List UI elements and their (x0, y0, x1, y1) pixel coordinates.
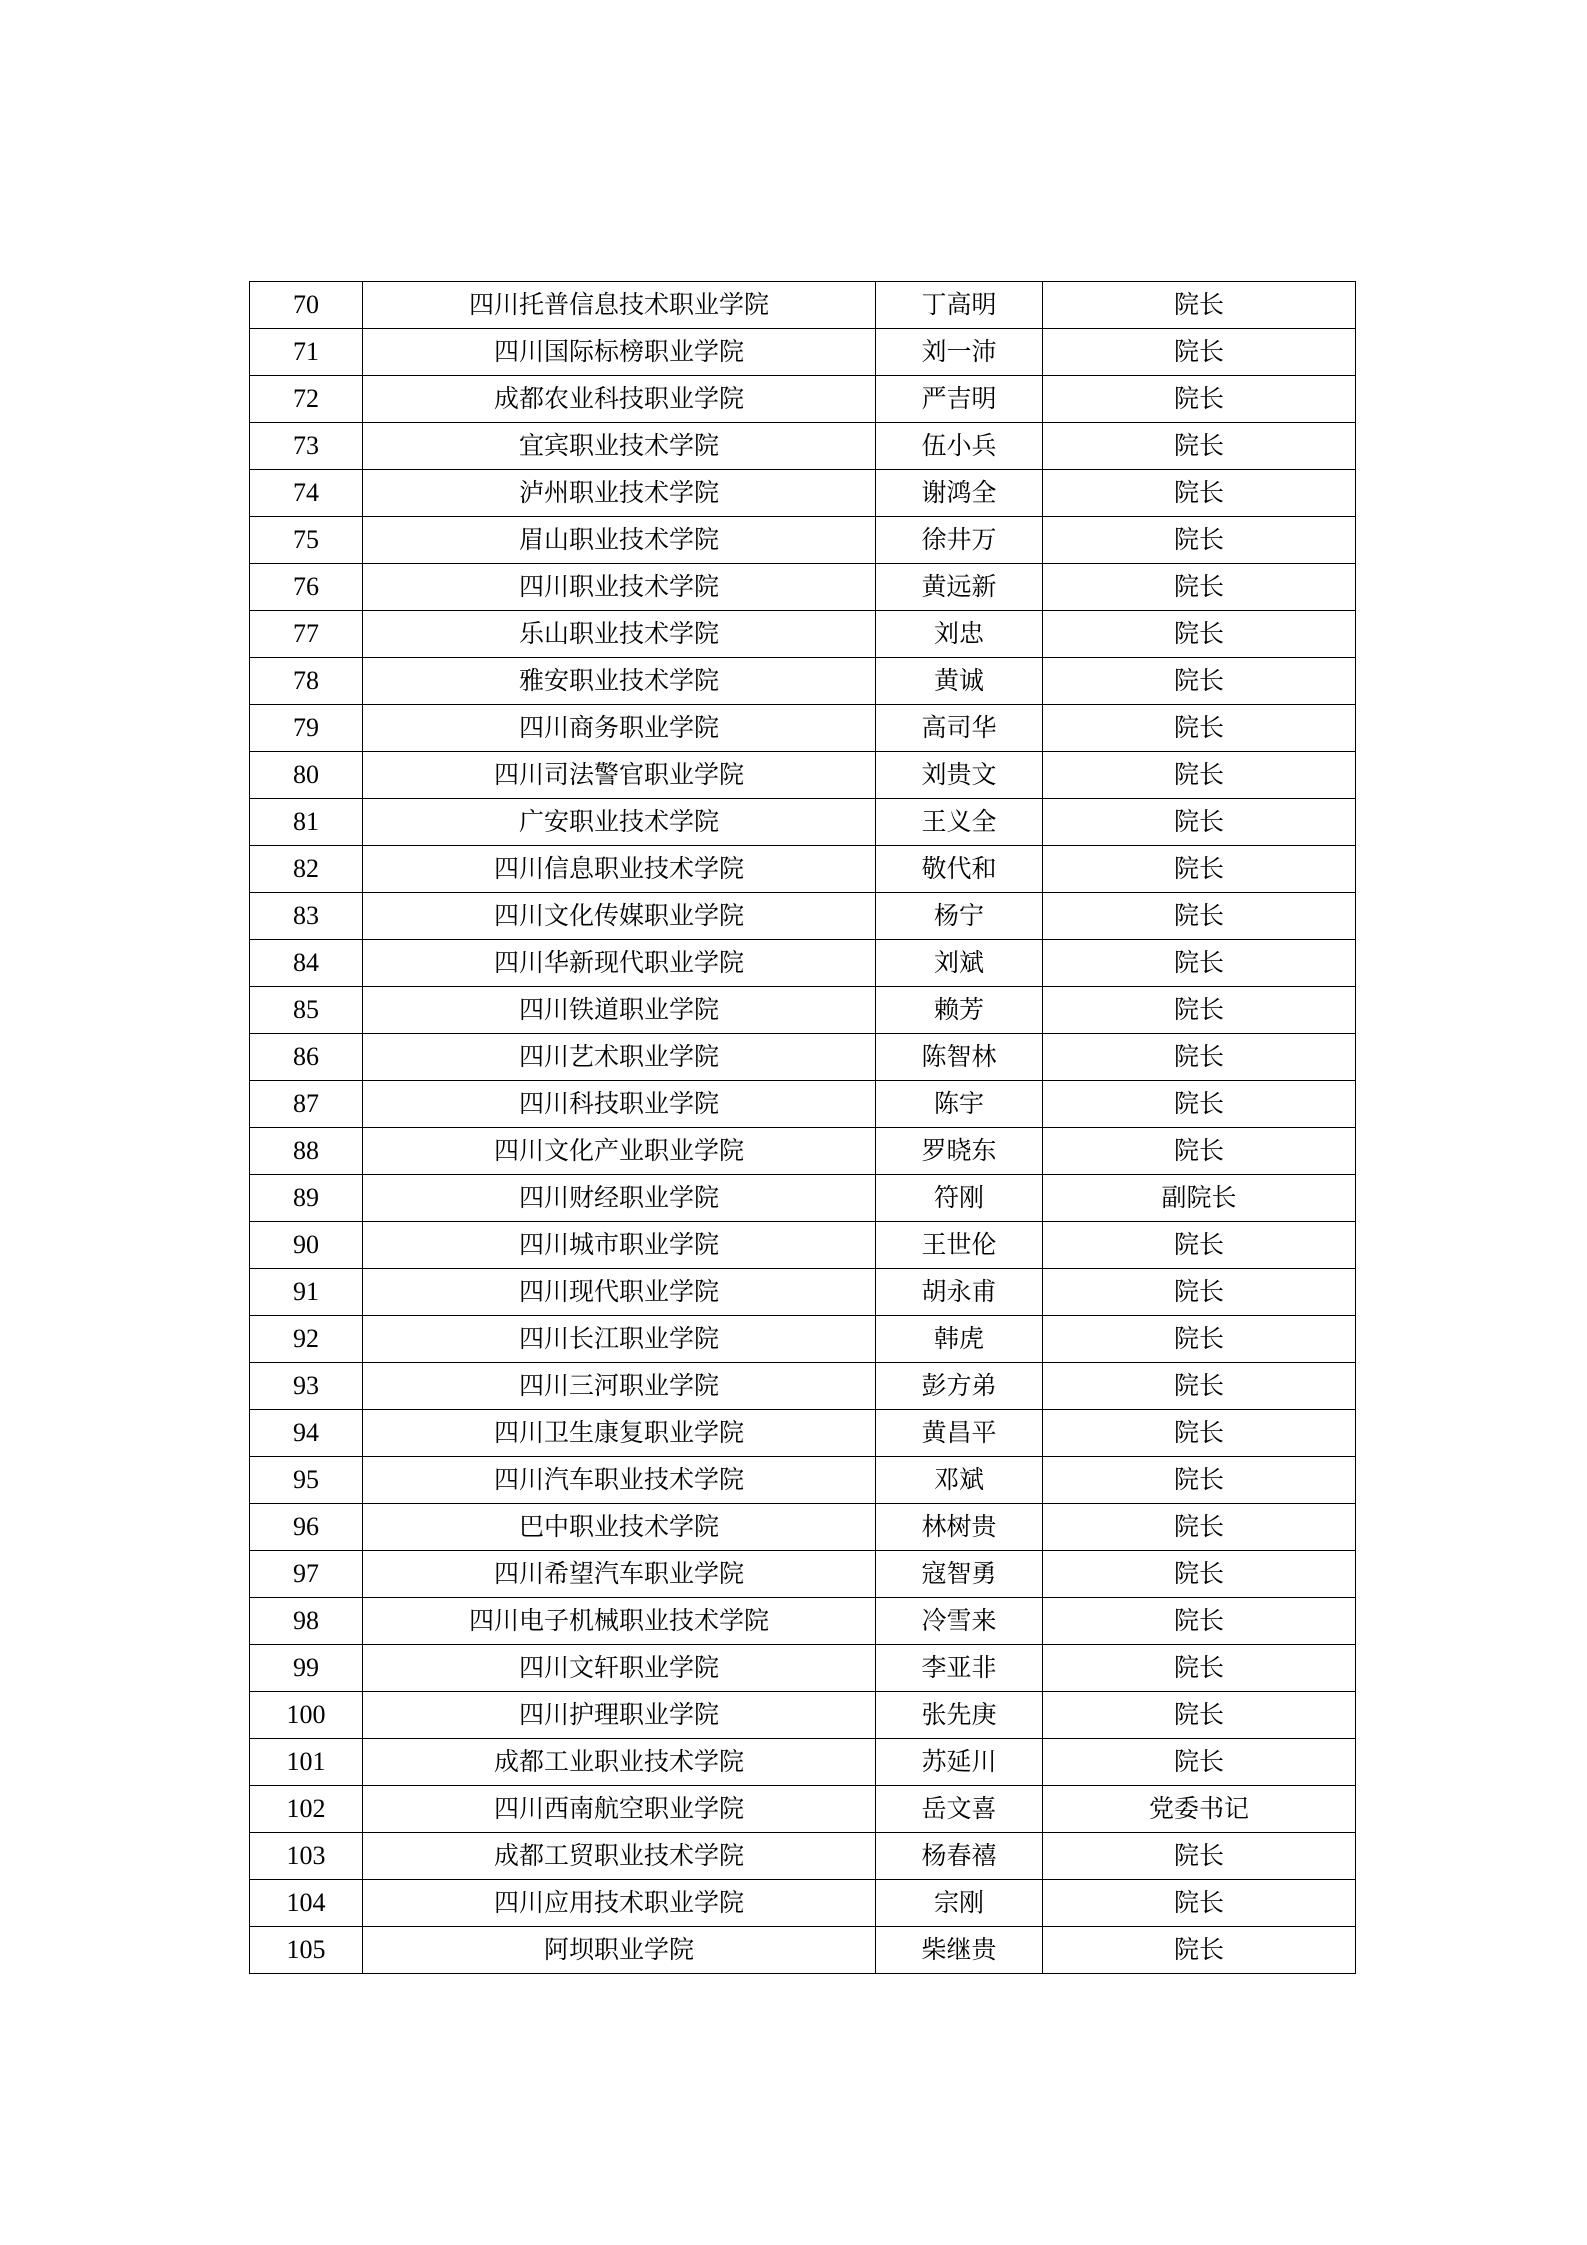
person-name-cell: 柴继贵 (876, 1927, 1043, 1974)
table-row (250, 799, 1356, 846)
position-title-cell: 院长 (1043, 1457, 1356, 1504)
position-title-cell: 院长 (1043, 1034, 1356, 1081)
row-number-cell: 99 (250, 1645, 363, 1692)
school-name-cell: 四川城市职业学院 (363, 1222, 876, 1269)
table-row (250, 752, 1356, 799)
school-name-cell: 四川希望汽车职业学院 (363, 1551, 876, 1598)
row-number-cell: 98 (250, 1598, 363, 1645)
table-row (250, 1786, 1356, 1833)
row-number-cell: 75 (250, 517, 363, 564)
table-row (250, 1880, 1356, 1927)
person-name-cell: 张先庚 (876, 1692, 1043, 1739)
table-row (250, 611, 1356, 658)
position-title-cell: 院长 (1043, 1833, 1356, 1880)
row-number-cell: 96 (250, 1504, 363, 1551)
roster-table-body (250, 282, 1356, 1974)
position-title-cell: 院长 (1043, 1363, 1356, 1410)
position-title-cell: 党委书记 (1043, 1786, 1356, 1833)
row-number-cell: 80 (250, 752, 363, 799)
position-title-cell: 院长 (1043, 893, 1356, 940)
row-number-cell: 84 (250, 940, 363, 987)
table-row (250, 282, 1356, 329)
person-name-cell: 陈宇 (876, 1081, 1043, 1128)
school-name-cell: 四川西南航空职业学院 (363, 1786, 876, 1833)
row-number-cell: 90 (250, 1222, 363, 1269)
table-row (250, 1739, 1356, 1786)
table-row (250, 1316, 1356, 1363)
row-number-cell: 97 (250, 1551, 363, 1598)
row-number-cell: 94 (250, 1410, 363, 1457)
position-title-cell: 院长 (1043, 987, 1356, 1034)
table-row (250, 1034, 1356, 1081)
row-number-cell: 100 (250, 1692, 363, 1739)
row-number-cell: 105 (250, 1927, 363, 1974)
table-row (250, 376, 1356, 423)
person-name-cell: 苏延川 (876, 1739, 1043, 1786)
person-name-cell: 符刚 (876, 1175, 1043, 1222)
position-title-cell: 院长 (1043, 799, 1356, 846)
row-number-cell: 95 (250, 1457, 363, 1504)
person-name-cell: 刘一沛 (876, 329, 1043, 376)
position-title-cell: 院长 (1043, 1222, 1356, 1269)
row-number-cell: 73 (250, 423, 363, 470)
school-name-cell: 阿坝职业学院 (363, 1927, 876, 1974)
school-name-cell: 四川财经职业学院 (363, 1175, 876, 1222)
row-number-cell: 83 (250, 893, 363, 940)
school-name-cell: 四川铁道职业学院 (363, 987, 876, 1034)
school-name-cell: 宜宾职业技术学院 (363, 423, 876, 470)
school-name-cell: 四川长江职业学院 (363, 1316, 876, 1363)
position-title-cell: 院长 (1043, 658, 1356, 705)
person-name-cell: 谢鸿全 (876, 470, 1043, 517)
table-row (250, 1128, 1356, 1175)
row-number-cell: 101 (250, 1739, 363, 1786)
school-name-cell: 四川护理职业学院 (363, 1692, 876, 1739)
table-row (250, 564, 1356, 611)
position-title-cell: 院长 (1043, 282, 1356, 329)
position-title-cell: 院长 (1043, 1316, 1356, 1363)
person-name-cell: 严吉明 (876, 376, 1043, 423)
person-name-cell: 王义全 (876, 799, 1043, 846)
school-name-cell: 四川文化传媒职业学院 (363, 893, 876, 940)
row-number-cell: 92 (250, 1316, 363, 1363)
position-title-cell: 院长 (1043, 1410, 1356, 1457)
table-row (250, 1598, 1356, 1645)
table-row (250, 1927, 1356, 1974)
person-name-cell: 黄远新 (876, 564, 1043, 611)
position-title-cell: 院长 (1043, 1081, 1356, 1128)
position-title-cell: 院长 (1043, 517, 1356, 564)
person-name-cell: 丁高明 (876, 282, 1043, 329)
school-name-cell: 四川电子机械职业技术学院 (363, 1598, 876, 1645)
table-row (250, 1833, 1356, 1880)
school-name-cell: 四川应用技术职业学院 (363, 1880, 876, 1927)
row-number-cell: 93 (250, 1363, 363, 1410)
school-name-cell: 四川司法警官职业学院 (363, 752, 876, 799)
row-number-cell: 85 (250, 987, 363, 1034)
position-title-cell: 院长 (1043, 940, 1356, 987)
position-title-cell: 院长 (1043, 1692, 1356, 1739)
person-name-cell: 敬代和 (876, 846, 1043, 893)
table-row (250, 1222, 1356, 1269)
row-number-cell: 72 (250, 376, 363, 423)
school-name-cell: 成都工贸职业技术学院 (363, 1833, 876, 1880)
table-row (250, 1551, 1356, 1598)
school-name-cell: 眉山职业技术学院 (363, 517, 876, 564)
school-name-cell: 乐山职业技术学院 (363, 611, 876, 658)
table-row (250, 940, 1356, 987)
person-name-cell: 刘贵文 (876, 752, 1043, 799)
school-name-cell: 四川文化产业职业学院 (363, 1128, 876, 1175)
position-title-cell: 副院长 (1043, 1175, 1356, 1222)
school-name-cell: 四川汽车职业技术学院 (363, 1457, 876, 1504)
person-name-cell: 黄诚 (876, 658, 1043, 705)
person-name-cell: 冷雪来 (876, 1598, 1043, 1645)
person-name-cell: 高司华 (876, 705, 1043, 752)
position-title-cell: 院长 (1043, 705, 1356, 752)
school-name-cell: 四川商务职业学院 (363, 705, 876, 752)
school-name-cell: 四川文轩职业学院 (363, 1645, 876, 1692)
school-name-cell: 巴中职业技术学院 (363, 1504, 876, 1551)
person-name-cell: 伍小兵 (876, 423, 1043, 470)
position-title-cell: 院长 (1043, 752, 1356, 799)
person-name-cell: 刘忠 (876, 611, 1043, 658)
table-row (250, 470, 1356, 517)
table-row (250, 1692, 1356, 1739)
person-name-cell: 杨春禧 (876, 1833, 1043, 1880)
school-name-cell: 四川三河职业学院 (363, 1363, 876, 1410)
table-row (250, 1504, 1356, 1551)
position-title-cell: 院长 (1043, 470, 1356, 517)
person-name-cell: 罗晓东 (876, 1128, 1043, 1175)
row-number-cell: 78 (250, 658, 363, 705)
person-name-cell: 林树贵 (876, 1504, 1043, 1551)
table-row (250, 1175, 1356, 1222)
row-number-cell: 102 (250, 1786, 363, 1833)
table-row (250, 1645, 1356, 1692)
table-row (250, 987, 1356, 1034)
position-title-cell: 院长 (1043, 1739, 1356, 1786)
table-row (250, 517, 1356, 564)
table-row (250, 893, 1356, 940)
row-number-cell: 79 (250, 705, 363, 752)
position-title-cell: 院长 (1043, 329, 1356, 376)
school-name-cell: 四川国际标榜职业学院 (363, 329, 876, 376)
school-name-cell: 泸州职业技术学院 (363, 470, 876, 517)
school-name-cell: 四川卫生康复职业学院 (363, 1410, 876, 1457)
table-row (250, 423, 1356, 470)
person-name-cell: 王世伦 (876, 1222, 1043, 1269)
table-row (250, 846, 1356, 893)
person-name-cell: 寇智勇 (876, 1551, 1043, 1598)
row-number-cell: 88 (250, 1128, 363, 1175)
row-number-cell: 82 (250, 846, 363, 893)
position-title-cell: 院长 (1043, 423, 1356, 470)
school-name-cell: 雅安职业技术学院 (363, 658, 876, 705)
row-number-cell: 103 (250, 1833, 363, 1880)
position-title-cell: 院长 (1043, 1927, 1356, 1974)
position-title-cell: 院长 (1043, 1880, 1356, 1927)
school-name-cell: 四川现代职业学院 (363, 1269, 876, 1316)
school-name-cell: 四川信息职业技术学院 (363, 846, 876, 893)
row-number-cell: 81 (250, 799, 363, 846)
position-title-cell: 院长 (1043, 1645, 1356, 1692)
person-name-cell: 岳文喜 (876, 1786, 1043, 1833)
person-name-cell: 邓斌 (876, 1457, 1043, 1504)
position-title-cell: 院长 (1043, 1128, 1356, 1175)
person-name-cell: 黄昌平 (876, 1410, 1043, 1457)
school-name-cell: 四川科技职业学院 (363, 1081, 876, 1128)
position-title-cell: 院长 (1043, 1269, 1356, 1316)
table-row (250, 329, 1356, 376)
school-name-cell: 成都工业职业技术学院 (363, 1739, 876, 1786)
school-name-cell: 四川华新现代职业学院 (363, 940, 876, 987)
row-number-cell: 77 (250, 611, 363, 658)
school-name-cell: 四川职业技术学院 (363, 564, 876, 611)
table-row (250, 1410, 1356, 1457)
person-name-cell: 胡永甫 (876, 1269, 1043, 1316)
row-number-cell: 76 (250, 564, 363, 611)
table-row (250, 1363, 1356, 1410)
position-title-cell: 院长 (1043, 846, 1356, 893)
table-row (250, 1269, 1356, 1316)
person-name-cell: 彭方弟 (876, 1363, 1043, 1410)
row-number-cell: 91 (250, 1269, 363, 1316)
school-name-cell: 四川托普信息技术职业学院 (363, 282, 876, 329)
school-name-cell: 广安职业技术学院 (363, 799, 876, 846)
row-number-cell: 70 (250, 282, 363, 329)
person-name-cell: 李亚非 (876, 1645, 1043, 1692)
position-title-cell: 院长 (1043, 564, 1356, 611)
person-name-cell: 陈智林 (876, 1034, 1043, 1081)
position-title-cell: 院长 (1043, 1551, 1356, 1598)
table-row (250, 1081, 1356, 1128)
person-name-cell: 赖芳 (876, 987, 1043, 1034)
person-name-cell: 宗刚 (876, 1880, 1043, 1927)
row-number-cell: 89 (250, 1175, 363, 1222)
school-name-cell: 四川艺术职业学院 (363, 1034, 876, 1081)
position-title-cell: 院长 (1043, 1504, 1356, 1551)
person-name-cell: 徐井万 (876, 517, 1043, 564)
row-number-cell: 86 (250, 1034, 363, 1081)
person-name-cell: 韩虎 (876, 1316, 1043, 1363)
position-title-cell: 院长 (1043, 1598, 1356, 1645)
position-title-cell: 院长 (1043, 611, 1356, 658)
table-row (250, 658, 1356, 705)
position-title-cell: 院长 (1043, 376, 1356, 423)
row-number-cell: 87 (250, 1081, 363, 1128)
row-number-cell: 104 (250, 1880, 363, 1927)
row-number-cell: 74 (250, 470, 363, 517)
school-name-cell: 成都农业科技职业学院 (363, 376, 876, 423)
table-row (250, 705, 1356, 752)
roster-table (249, 281, 1356, 1974)
table-row (250, 1457, 1356, 1504)
person-name-cell: 刘斌 (876, 940, 1043, 987)
person-name-cell: 杨宁 (876, 893, 1043, 940)
row-number-cell: 71 (250, 329, 363, 376)
